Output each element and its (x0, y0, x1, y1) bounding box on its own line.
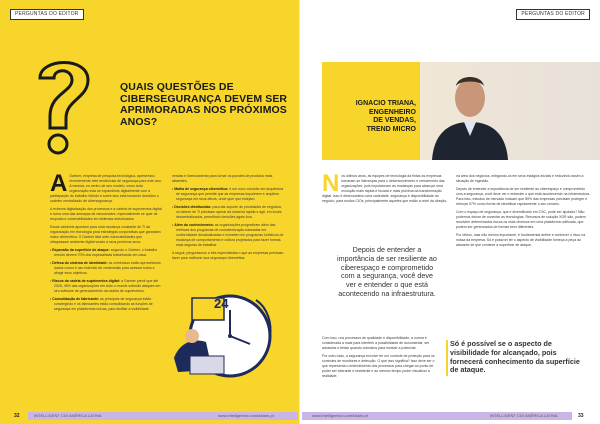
paragraph: vendas e licenciamento para tornar os pacotes de produtos mais atraentes. (172, 174, 273, 183)
right-column-2 (456, 174, 592, 251)
bullet-item: • Expansão da superfície de ataque: segundo o Gartner, o trabalho remoto deverá 70% dos especialistas trabalhando em casa. (50, 248, 158, 257)
bullet-item: • Consolidação de fabricante: as principais de segurança estão convergindo e os fabricantes estão consolidando as funções de segurança em plataformas únicas, para facilitar a visibilidade. (50, 297, 153, 311)
pull-quote-bar (446, 340, 448, 376)
paragraph: Gartner, empresa de pesquisa tecnológica, apresentou recentemente sete tendências de segurança para este ano. A mesma, no centro de seu modelo, como toda organização está se expandindo digitalmente com a participação do trabalho híbrido e sobre isso está tomando decisões o cadmim centralizado de cibersegurança. (50, 174, 162, 203)
section-tag-left: PERGUNTAS DO EDITOR (10, 9, 84, 20)
paragraph: os últimos anos, as equipes de tecnologia da fintas as empresas tornaram-se lideranças para o desenvolvimento e crescimento das organizações, pois impulsionam as mudanças para alcançar uma evolução mais rápida e focada e mais próxima da transformação digital. Isso é desencadeou uma variedade, segurança e disponibilidade do negócio, para muitos CIOs, principalmente aqueles que estão a nível da direção. (322, 174, 448, 203)
paragraph: Por último, mas não menos importante, é fundamental definir e conhecer o risco na nossa da empresa. Só é possível ter o aspecto de visibilidade forneça a peça ao atacante de que conhece a superfície de ataque. (456, 233, 586, 247)
bullet-item: • Defesa do sistema de identidade: os criminosos estão aproveitando dados novos e uso indevido de credenciais para acessar todos e atingir seus objetivos. (50, 261, 161, 275)
left-column-2 (172, 174, 284, 264)
dropcap: A (50, 170, 68, 197)
url-right: www.intelligentcio.com/latam-pt (312, 413, 368, 418)
bullet-item: • Malha de segurança cibernética: é um novo conceito em arquitetura de segurança que permite que as empresas impolerem e ampliem segurança em seus ativos, onde quer que estejam. (172, 187, 284, 201)
page-number-right: 33 (578, 413, 584, 419)
pull-quote-2: Só é possível se o aspecto de visibilidade for alcançado, pois fornecerá conhecimento da superfície de ataque. (450, 339, 580, 375)
paragraph: Com o espaço de segurança, que é diversificado em CSC, pode ser ajudado? Não podemos deixar de conectar as tecnologias. Recursos de solução XDR são, podem resolvem determinados riscos os mais diversos em uma plataforma unificada, que podem ser gerenciados de formas bem diferentes. (456, 210, 586, 229)
paragraph: A seguir, perguntamos a três especialistas o que as empresas precisam fazer para melhorar sua segurança cibernética. (172, 251, 284, 260)
page-title: QUAIS QUESTÕES DE CIBERSEGURANÇA DEVEM SER APRIMORADAS NOS PRÓXIMOS ANOS? (120, 81, 288, 128)
paragraph: Por outro lado, a segurança envolve ter um controle de proteção para os controles de monitores e detecção. O que isso significa? Isso deve ser o que representa o entendimento dos processos para chegar ao ponto de poder ser tolerante e resistente e ao mesmo tempo poder visualizar a realidade. (322, 354, 435, 378)
page-number-left: 32 (14, 413, 20, 419)
paragraph: na área dos negócios, mitigando-os em seus estágios iniciais e reduzindo assim a situação de ingestão. (456, 174, 584, 183)
interviewee-name: IGNACIO TRIANA, ENGENHEIRO DE VENDAS, TREND MICRO (355, 100, 416, 133)
right-column-1b (322, 336, 440, 382)
paragraph: Com isso, nos processos de qualidade e disponibilidade, a norma é considerada a mais para interferir a possibilidade de documentar, ser adotados e testar quando cobrados para motivar a potencial. (322, 336, 430, 350)
pull-quote: Depois de entender a importância de ser resiliente ao ciberespaço e comprometido com a segurança, você deve ver e entender o que está acontecendo na infraestrutura. (337, 245, 437, 298)
url-left: www.intelligentcio.com/latam-pt (218, 413, 274, 418)
portrait-photo (420, 62, 600, 160)
paragraph: Depois de entender a importância de ser resiliente ao ciberespaço e comprometido com a segurança, você deve ver e entender o que está acontecendo na infraestrutura. Para isso, estudos de mercado indicam que 89% das empresas precisam proteger e reforçar 57% como forma de identificar rapidamente o seu cenário. (456, 187, 591, 206)
publication-name-left: INTELLIGENT CIO AMÉRICA LATINA (34, 413, 102, 418)
portrait-illustration (420, 62, 600, 160)
bullet-item: • Riscos da cadeia de suprimentos digital: a Gartner prevê que até 2025, 45% das organizações em todo o mundo sofrerão ataques em seu software de gerenciamento da cadeia de suprimentos. (50, 279, 161, 293)
dropcap: N (322, 170, 340, 197)
bullet-item: • Decisões distribuídas: para dar suporte às prioridades de negócios, os líderes de TI precisam operar da maneira rápida e ágil, em locais descentralizados, permitindo decisões ágeis fora. (172, 205, 282, 219)
publication-name-right: INTELLIGENT CIO AMÉRICA LATINA (490, 413, 558, 418)
clock-illustration (168, 272, 278, 382)
bullet-item: • Além do conhecimento: as organizações progrediram além das métricas dos programas de conscientização baseadas em conformidade desatualizadas e investem em programas holísticos de mudança de comportamento e cultura projetados para fazer formas mais seguras de trabalhar. (172, 223, 284, 247)
clock-number: 24 (214, 296, 229, 311)
section-tag-right: PERGUNTAS DO EDITOR (516, 9, 590, 20)
paragraph: Essas variáveis apontam para uma mudança constante de TI da organização em tecnologia para estratégias corporativas que garantam maior cibernética. O Gartner lista sete vulnerabilidades que ultrapassam ambiente digital veado a seus próximos anos: (50, 225, 161, 244)
left-column-1 (50, 170, 162, 315)
paragraph: A extrema digitalização dos processos e a cadeia de suprimentos digital e torna uma das ameaças de ransomware, especialmente se quer de resposta a vulnerabilidades em sistemas estruturados. (50, 207, 162, 221)
question-mark-graphic (22, 48, 106, 160)
right-column-1 (322, 170, 448, 207)
